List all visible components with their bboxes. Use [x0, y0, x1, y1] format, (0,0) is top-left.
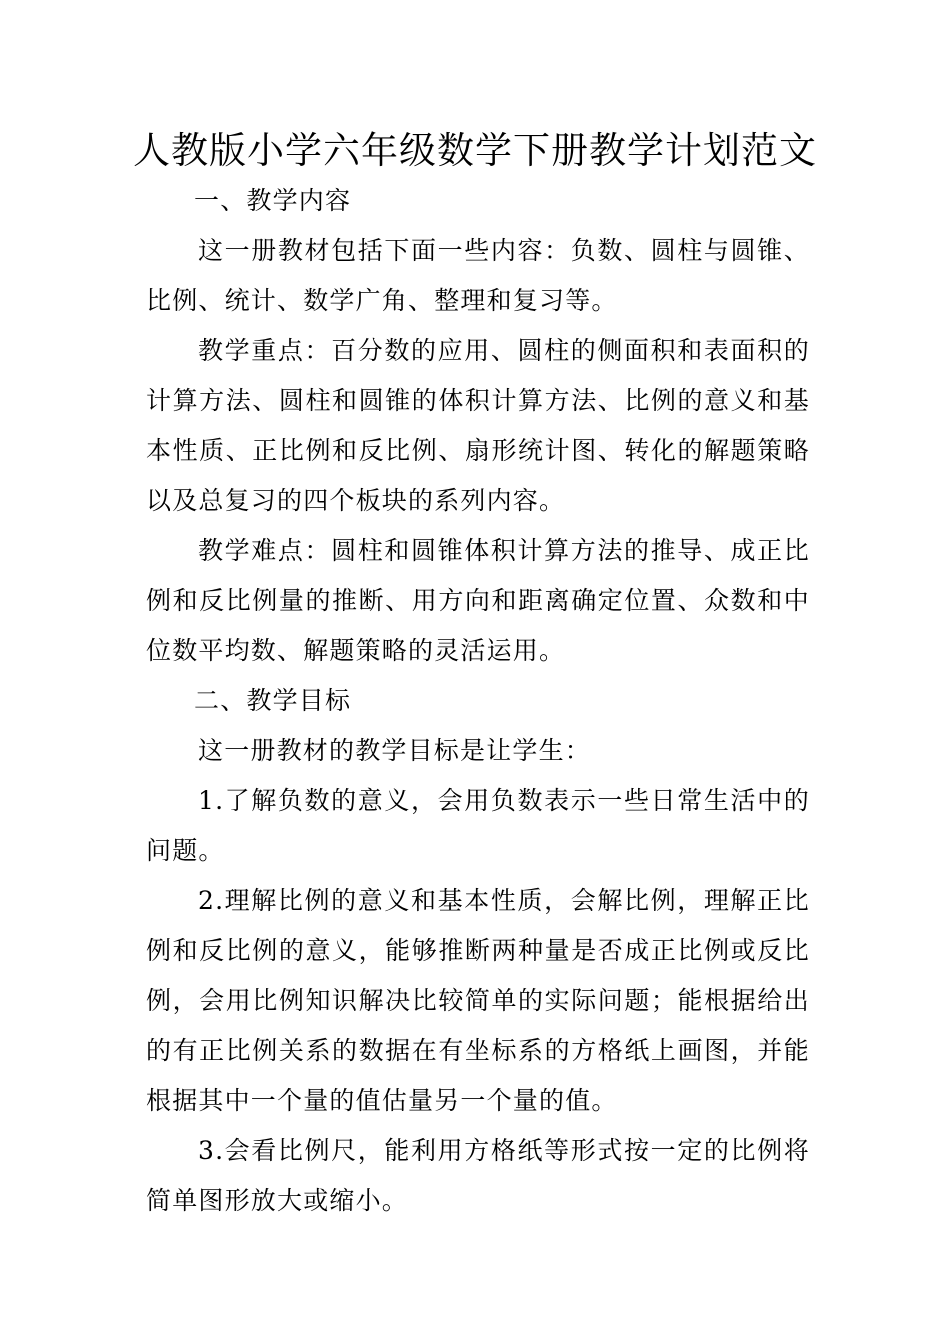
paragraph-key-points: 教学重点：百分数的应用、圆柱的侧面积和表面积的计算方法、圆柱和圆锥的体积计算方法、比例的意义和基本性质、正比例和反比例、扇形统计图、转化的解题策略以及总复习的四个板块的系列内容。: [146, 336, 810, 515]
paragraph-goals-intro: 这一册教材的教学目标是让学生：: [198, 736, 592, 765]
paragraph-difficult-points: 教学难点：圆柱和圆锥体积计算方法的推导、成正比例和反比例量的推断、用方向和距离确定位置、众数和中位数平均数、解题策略的灵活运用。: [146, 536, 810, 665]
paragraph-content-list: 这一册教材包括下面一些内容：负数、圆柱与圆锥、比例、统计、数学广角、整理和复习等。: [146, 236, 810, 315]
paragraph-goal-3: 3.会看比例尺，能利用方格纸等形式按一定的比例将简单图形放大或缩小。: [146, 1136, 810, 1215]
document-title: 人教版小学六年级数学下册教学计划范文: [133, 129, 817, 172]
paragraph-goal-2: 2.理解比例的意义和基本性质，会解比例，理解正比例和反比例的意义，能够推断两种量是否成正比例或反比例，会用比例知识解决比较简单的实际问题；能根据给出的有正比例关系的数据在有坐标系的方格纸上画图，并能根据其中一个量的值估量另一个量的值。: [146, 886, 810, 1115]
section-heading-content: 一、教学内容: [194, 186, 352, 215]
document-body: [146, 176, 810, 1226]
section-heading-goals: 二、教学目标: [194, 686, 352, 715]
paragraph-goal-1: 1.了解负数的意义，会用负数表示一些日常生活中的问题。: [146, 786, 810, 865]
